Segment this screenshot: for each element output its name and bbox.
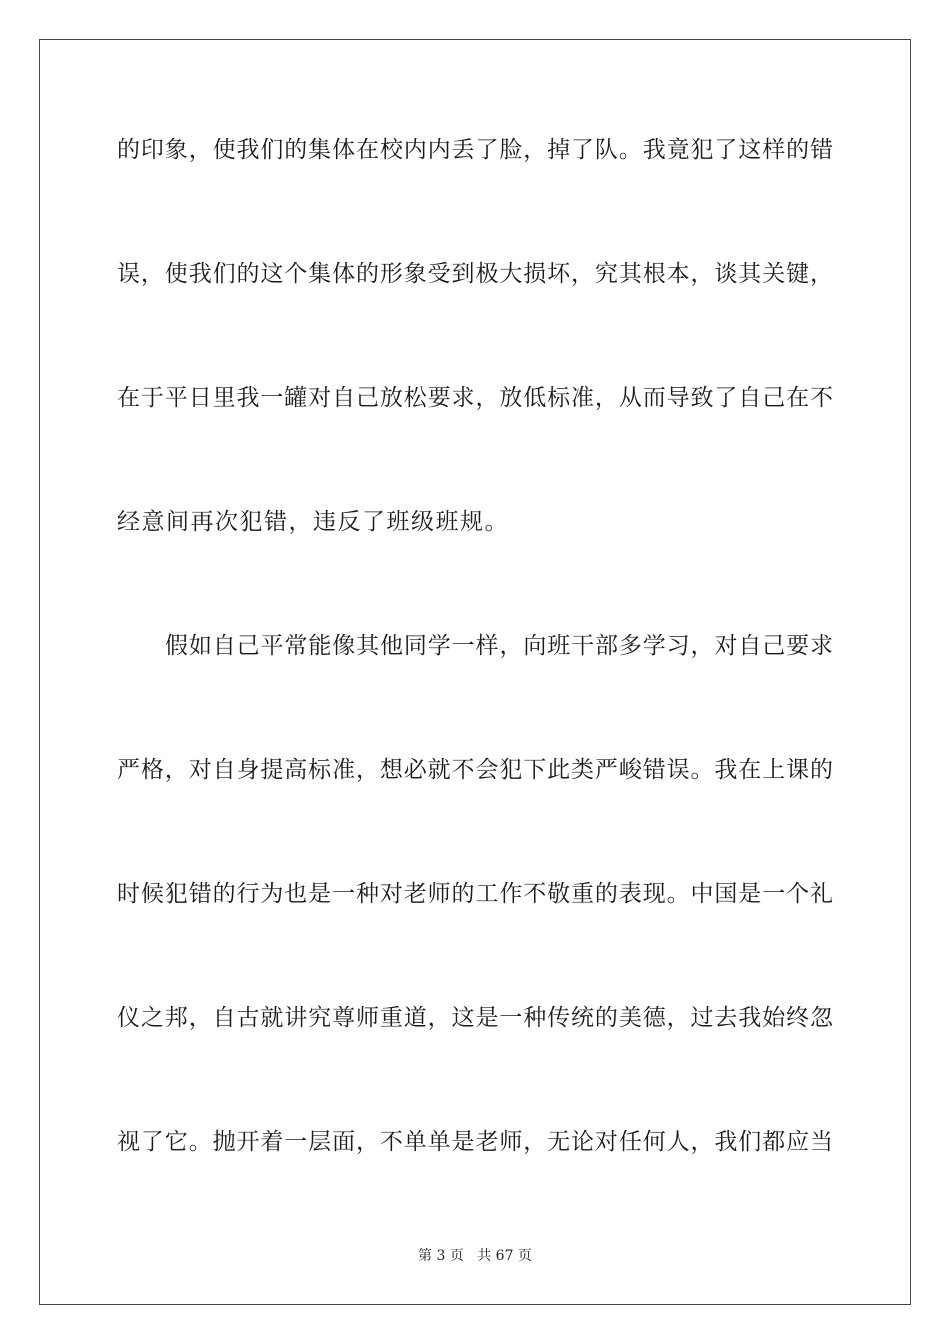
text-line-8: 仪之邦，自古就讲究尊师重道，这是一种传统的美德，过去我始终忽 xyxy=(117,1005,833,1031)
text-line-3: 在于平日里我一罐对自己放松要求，放低标准，从而导致了自己在不 xyxy=(117,385,833,411)
text-line-7: 时候犯错的行为也是一种对老师的工作不敬重的表现。中国是一个礼 xyxy=(117,881,833,907)
page-total: 共 67 页 xyxy=(477,1248,532,1264)
page-border xyxy=(39,39,911,1305)
page-footer xyxy=(0,1246,950,1266)
page-number: 第 3 页 xyxy=(418,1248,464,1264)
text-line-2: 误，使我们的这个集体的形象受到极大损坏，究其根本，谈其关键， xyxy=(117,261,833,287)
text-line-6: 严格，对自身提高标准，想必就不会犯下此类严峻错误。我在上课的 xyxy=(117,757,833,783)
text-line-1: 的印象，使我们的集体在校内内丢了脸，掉了队。我竟犯了这样的错 xyxy=(117,137,833,163)
text-line-9: 视了它。抛开着一层面，不单单是老师，无论对任何人，我们都应当 xyxy=(117,1129,833,1155)
text-line-4: 经意间再次犯错，违反了班级班规。 xyxy=(117,509,509,535)
text-line-5-paragraph-start: 假如自己平常能像其他同学一样，向班干部多学习，对自己要求 xyxy=(165,633,833,659)
